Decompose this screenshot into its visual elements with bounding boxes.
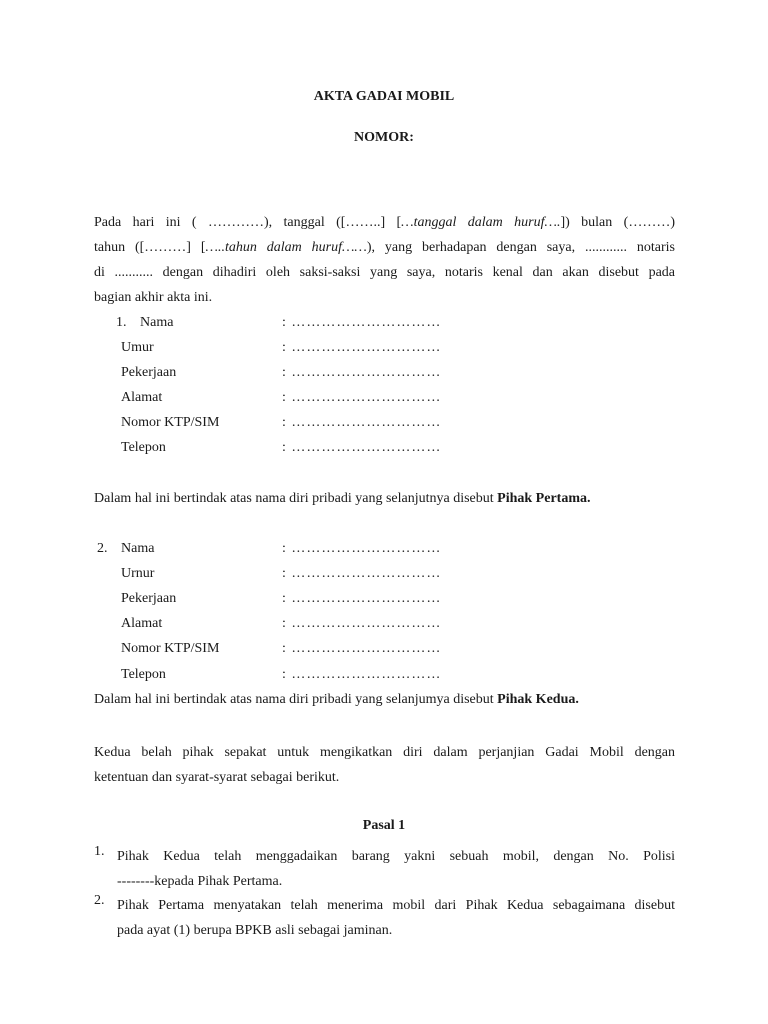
party1-field-label: Nomor KTP/SIM bbox=[121, 415, 220, 430]
party2-field-value: : ………………………… bbox=[282, 641, 442, 656]
opening-line-3: di ........... dengan dihadiri oleh saksi-saksi yang saya, notaris kenal dan akan disebut pada bbox=[94, 265, 675, 280]
party2-field-value: : ………………………… bbox=[282, 591, 442, 606]
party2-field-label: Pekerjaan bbox=[121, 591, 177, 606]
party2-field-label: Alamat bbox=[121, 616, 163, 631]
opening-line-4: bagian akhir akta ini. bbox=[94, 290, 213, 305]
agreement-paragraph bbox=[94, 740, 675, 790]
opening-paragraph bbox=[94, 210, 675, 310]
pasal-1-item-number: 2. bbox=[94, 893, 105, 908]
party2-field-label: Urnur bbox=[121, 566, 155, 581]
party2-field-value: : ………………………… bbox=[282, 616, 442, 631]
agreement-line-1: Kedua belah pihak sepakat untuk mengikatkan diri dalam perjanjian Gadai Mobil dengan bbox=[94, 745, 675, 760]
opening-line-2: tahun ([………] […..tahun dalam huruf……), yang berhadapan dengan saya, ............ notaris bbox=[94, 240, 675, 255]
party1-field-value: : ………………………… bbox=[282, 365, 442, 380]
pasal-1-heading: Pasal 1 bbox=[362, 818, 406, 833]
party1-field-value: : ………………………… bbox=[282, 315, 442, 330]
party1-field-value: : ………………………… bbox=[282, 390, 442, 405]
party1-field-value: : ………………………… bbox=[282, 415, 442, 430]
pasal-1-item-number: 1. bbox=[94, 844, 105, 859]
party2-number: 2. bbox=[97, 541, 108, 556]
party1-field-label: Pekerjaan bbox=[121, 365, 177, 380]
document-title: AKTA GADAI MOBIL bbox=[313, 89, 455, 104]
pasal-1-item: Pihak Kedua telah menggadaikan barang yakni sebuah mobil, dengan No. Polisi --------kepada Pihak Pertama. bbox=[117, 849, 675, 889]
party1-field-value: : ………………………… bbox=[282, 340, 442, 355]
party2-field-value: : ………………………… bbox=[282, 667, 442, 682]
document-number: NOMOR: bbox=[354, 130, 414, 145]
pasal-1-item: Pihak Pertama menyatakan telah menerima mobil dari Pihak Kedua sebagaimana disebut pada ayat (1) berupa BPKB asli sebagai jaminan. bbox=[117, 898, 675, 938]
party2-field-label: Telepon bbox=[121, 667, 166, 682]
party1-field-label: Umur bbox=[121, 340, 154, 355]
party1-field-label: Alamat bbox=[121, 390, 163, 405]
party1-number: 1. bbox=[116, 315, 127, 330]
party1-statement: Dalam hal ini bertindak atas nama diri pribadi yang selanjutnya disebut Pihak Pertama. bbox=[94, 491, 591, 506]
party2-statement: Dalam hal ini bertindak atas nama diri pribadi yang selanjumya disebut Pihak Kedua. bbox=[94, 692, 579, 707]
party1-field-value: : ………………………… bbox=[282, 440, 442, 455]
party2-field-label: Nama bbox=[121, 541, 155, 556]
party1-field-label: Nama bbox=[140, 315, 174, 330]
agreement-line-2: ketentuan dan syarat-syarat sebagai berikut. bbox=[94, 770, 340, 785]
party1-field-label: Telepon bbox=[121, 440, 166, 455]
party2-field-label: Nomor KTP/SIM bbox=[121, 641, 220, 656]
opening-line-1: Pada hari ini ( …………), tanggal ([……..] […tanggal dalam huruf….]) bulan (………) bbox=[94, 215, 675, 230]
party2-field-value: : ………………………… bbox=[282, 566, 442, 581]
party2-field-value: : ………………………… bbox=[282, 541, 442, 556]
